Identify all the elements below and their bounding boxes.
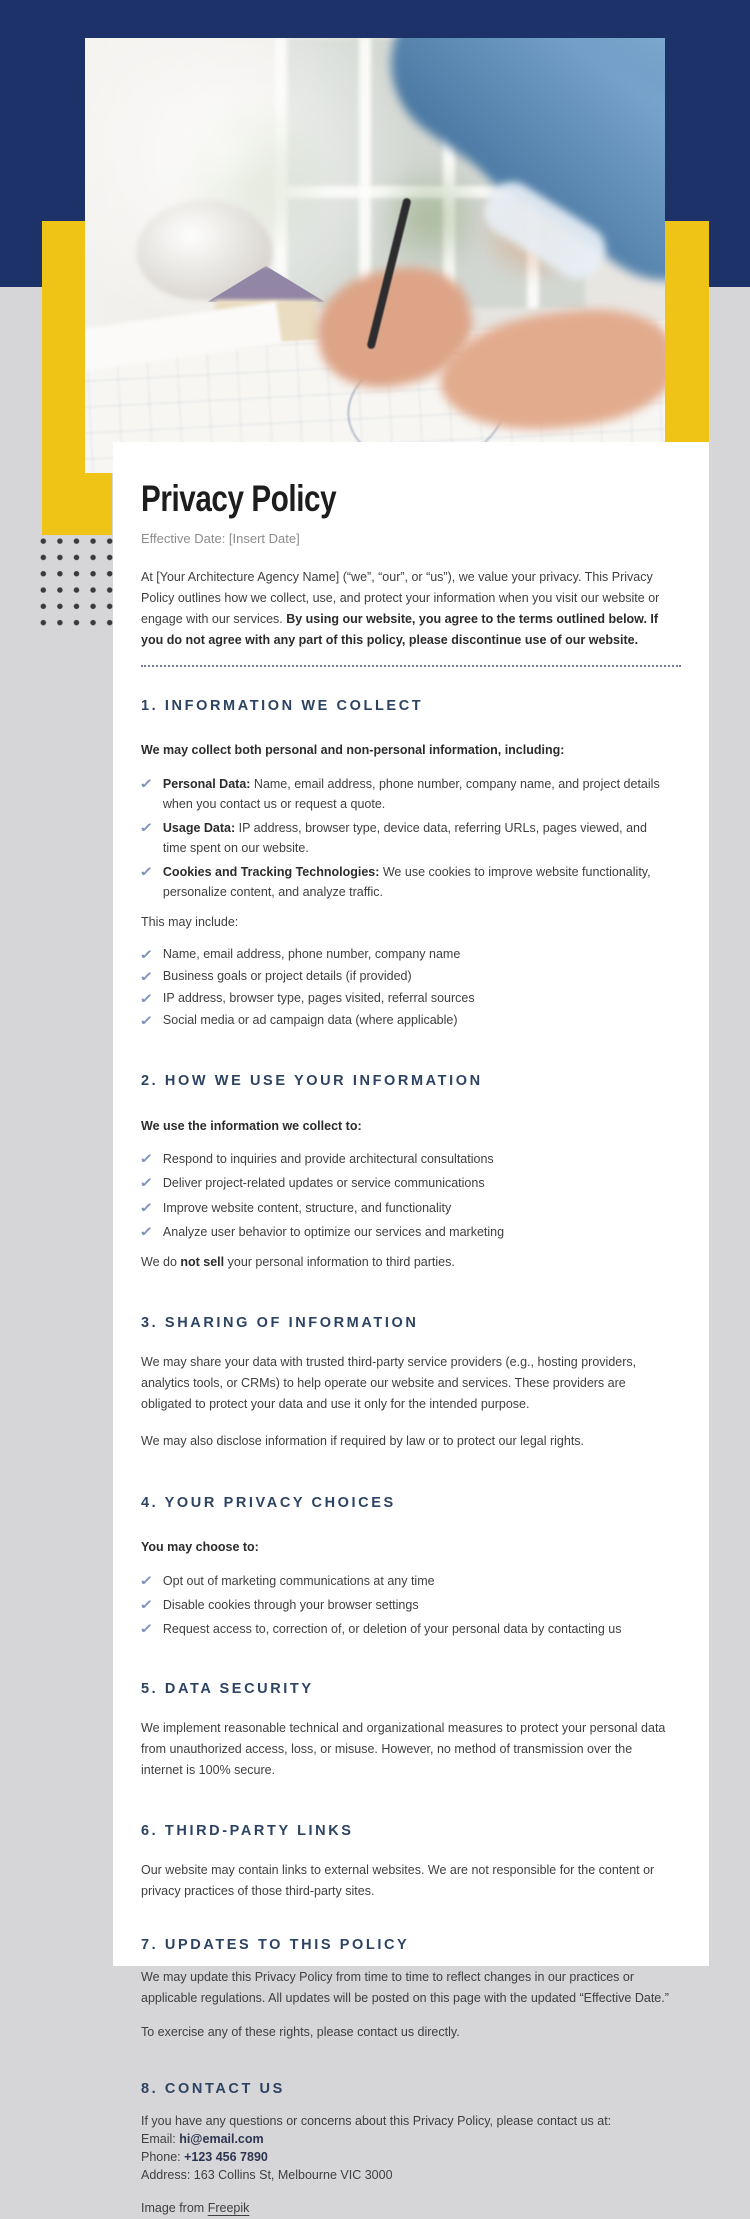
section-1-sublist	[141, 945, 681, 1032]
intro-paragraph	[141, 567, 665, 652]
check-icon: ✓	[139, 863, 154, 879]
check-icon: ✓	[139, 1596, 154, 1612]
section-information-we-collect	[141, 694, 681, 1032]
contact-email: Email: hi@email.com	[141, 2131, 264, 2146]
list-item: ✓ Name, email address, phone number, company name	[141, 945, 665, 965]
section-1-sublead: This may include:	[141, 914, 239, 929]
check-icon: ✓	[139, 1175, 154, 1191]
effective-date: Effective Date: [Insert Date]	[141, 530, 300, 546]
list-item: ✓ Improve website content, structure, and functionality	[141, 1198, 665, 1218]
section-sharing	[141, 1311, 681, 1453]
section-updates	[141, 1933, 681, 2043]
list-item: ✓ Request access to, correction of, or deletion of your personal data by contacting us	[141, 1619, 665, 1639]
hero-image	[85, 38, 665, 473]
section-2-bullet-list	[141, 1149, 681, 1242]
section-4-bullet-list	[141, 1571, 681, 1639]
decorative-dot-grid	[35, 533, 119, 632]
intro-text-bold: By using our website, you agree to the terms outlined below. If you do not agree with any part of this policy, please discontinue use of our website.	[141, 612, 659, 648]
section-5-heading: 5. DATA SECURITY	[141, 1681, 314, 1697]
list-item: ✓ Usage Data: IP address, browser type, device data, referring URLs, pages viewed, and time spent on our website.	[141, 818, 665, 858]
image-credit: Image from Freepik	[141, 2201, 250, 2216]
contact-block	[141, 2112, 681, 2185]
yellow-accent-right	[665, 221, 709, 442]
list-item: ✓ Business goals or project details (if provided)	[141, 967, 665, 987]
section-5-paragraph: We implement reasonable technical and organizational measures to protect your personal data from unauthorized access, loss, or misuse. However, no method of transmission over the internet is 100% secure.	[141, 1720, 666, 1778]
list-item: ✓ Social media or ad campaign data (where applicable)	[141, 1011, 665, 1031]
section-3-paragraph-1: We may share your data with trusted third-party service providers (e.g., hosting providers, analytics tools, or CRMs) to help operate our website and services. These providers are obligated to protect your data and use it only for the intended purpose.	[141, 1354, 637, 1412]
check-icon: ✓	[139, 1620, 154, 1636]
section-privacy-choices	[141, 1491, 681, 1639]
section-8-heading: 8. CONTACT US	[141, 2080, 285, 2097]
section-7-paragraph-2: To exercise any of these rights, please contact us directly.	[141, 2024, 460, 2039]
section-3-paragraph-2: We may also disclose information if required by law or to protect our legal rights.	[141, 1434, 585, 1449]
section-1-lead: We may collect both personal and non-personal information, including:	[141, 743, 565, 758]
list-item: ✓ Personal Data: Name, email address, phone number, company name, and project details when you contact us or request a quote.	[141, 774, 665, 814]
check-icon: ✓	[139, 1151, 154, 1167]
check-icon: ✓	[139, 946, 154, 962]
section-3-heading: 3. SHARING OF INFORMATION	[141, 1315, 419, 1332]
section-4-lead: You may choose to:	[141, 1540, 259, 1555]
list-item: ✓ IP address, browser type, pages visited, referral sources	[141, 989, 665, 1009]
page-title: Privacy Policy	[141, 478, 337, 519]
check-icon: ✓	[139, 775, 154, 791]
check-icon: ✓	[139, 1223, 154, 1239]
section-7-heading: 7. UPDATES TO THIS POLICY	[141, 1936, 410, 1953]
phone-value: +123 456 7890	[184, 2149, 268, 2164]
section-1-heading: 1. INFORMATION WE COLLECT	[141, 697, 424, 714]
freepik-link[interactable]: Freepik	[207, 2201, 250, 2216]
check-icon: ✓	[139, 1199, 154, 1215]
section-6-heading: 6. THIRD-PARTY LINKS	[141, 1823, 354, 1840]
section-third-party-links	[141, 1819, 681, 1902]
check-icon: ✓	[139, 1013, 154, 1029]
check-icon: ✓	[139, 968, 154, 984]
dotted-divider	[141, 665, 681, 667]
section-how-we-use	[141, 1069, 681, 1273]
check-icon: ✓	[139, 991, 154, 1007]
intro-text: At [Your Architecture Agency Name] (“we”, “our”, or “us”), we value your privacy. This Privacy Policy outlines how we collect, use, and protect your information when you visit our website or engage with our services.	[141, 569, 660, 627]
list-item: ✓ Deliver project-related updates or service communications	[141, 1173, 665, 1193]
section-7-paragraph-1: We may update this Privacy Policy from time to time to reflect changes in our practices or applicable regulations. All updates will be posted on this page with the updated “Effective Date.”	[141, 1970, 669, 2006]
section-2-heading: 2. HOW WE USE YOUR INFORMATION	[141, 1073, 483, 1090]
section-data-security	[141, 1677, 681, 1781]
section-1-bullet-list	[141, 774, 681, 902]
contact-intro: If you have any questions or concerns about this Privacy Policy, please contact us at:	[141, 2113, 612, 2128]
list-item: ✓ Respond to inquiries and provide architectural consultations	[141, 1149, 665, 1169]
check-icon: ✓	[139, 1572, 154, 1588]
email-value: hi@email.com	[179, 2131, 264, 2146]
section-4-heading: 4. YOUR PRIVACY CHOICES	[141, 1494, 396, 1511]
list-item: ✓ Analyze user behavior to optimize our services and marketing	[141, 1222, 665, 1242]
contact-address: Address: 163 Collins St, Melbourne VIC 3000	[141, 2167, 393, 2182]
contact-phone: Phone: +123 456 7890	[141, 2149, 268, 2164]
list-item: ✓ Cookies and Tracking Technologies: We use cookies to improve website functionality, personalize content, and analyze traffic.	[141, 862, 665, 902]
list-item: ✓ Disable cookies through your browser settings	[141, 1595, 665, 1615]
section-6-paragraph: Our website may contain links to external websites. We are not responsible for the content or privacy practices of those third-party sites.	[141, 1863, 655, 1899]
section-2-lead: We use the information we collect to:	[141, 1118, 362, 1133]
policy-card	[113, 442, 709, 2216]
check-icon: ✓	[139, 819, 154, 835]
section-contact-us	[141, 2077, 681, 2219]
section-2-note: We do not sell your personal information to third parties.	[141, 1254, 455, 1269]
list-item: ✓ Opt out of marketing communications at any time	[141, 1571, 665, 1591]
